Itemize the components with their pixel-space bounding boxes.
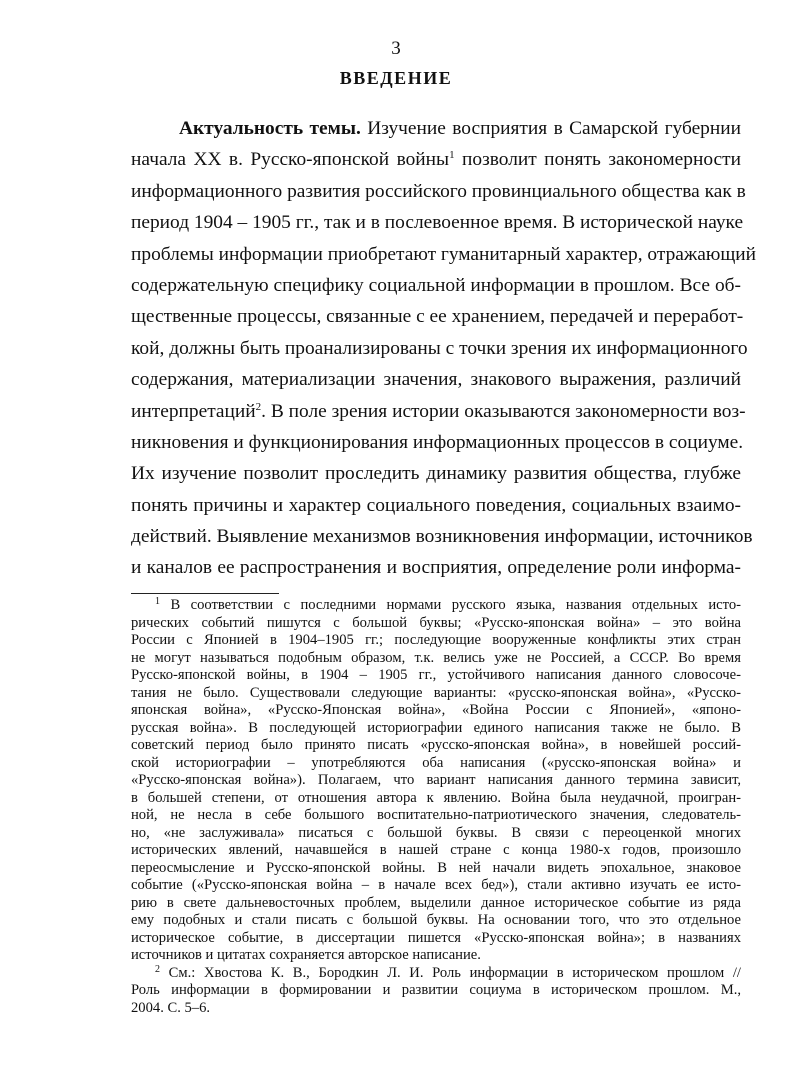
footnote-ref-1[interactable]: 1 bbox=[449, 149, 455, 162]
footnote-line: переосмысление и Русско-японской войны. В ней начали видеть эпохальное, знаковое bbox=[131, 859, 741, 876]
text-line: кой, должны быть проанализированы с точки зрения их информационного bbox=[131, 337, 748, 359]
text-line bbox=[131, 113, 741, 144]
footnote-line: в большей степени, от отношения автора к явлению. Война была неудачной, проигран- bbox=[131, 789, 741, 806]
footnote-line: России с Японией в 1904–1905 гг.; последующие вооруженные конфликты этих стран bbox=[131, 632, 741, 648]
footnote-line: тания не было. Существовали следующие варианты: «русско-японская война», «Русско- bbox=[131, 684, 741, 701]
footnote-line: Роль информации в формировании и развитии социума в историческом прошлом. М., bbox=[131, 982, 741, 998]
footnote-line: ной, не несла в себе большого воспитательно-патриотического значения, следователь- bbox=[131, 807, 741, 823]
text-line: действий. Выявление механизмов возникновения информации, источников bbox=[131, 526, 753, 548]
footnote-line: Русско-японской войны, в 1904 – 1905 гг., устойчивого написания данного словосоче- bbox=[131, 667, 741, 683]
footnote-mark-1: 1 bbox=[155, 596, 160, 607]
footnote-line bbox=[131, 597, 741, 615]
footnote-line: 2004. С. 5–6. bbox=[131, 999, 211, 1016]
chapter-title: ВВЕДЕНИЕ bbox=[339, 68, 453, 88]
text-line: проблемы информации приобретают гуманитарный характер, отражающий bbox=[131, 243, 757, 265]
footnote-divider bbox=[131, 593, 279, 594]
footnote-line: рию в свете дальневосточных проблем, выделили данное историческое событие из ряда bbox=[131, 894, 741, 911]
footnote-mark-2: 2 bbox=[155, 963, 160, 975]
text-line: никновения и функционирования информационных процессов в социуме. bbox=[131, 431, 744, 453]
text-line: содержательную специфику социальной информации в прошлом. Все об- bbox=[131, 274, 741, 296]
footnote-line: исторических явлений, начавшейся в нашей стране с конца 1980-х годов, произошло bbox=[131, 842, 741, 858]
section-lead: Актуальность темы. bbox=[179, 118, 361, 139]
footnote-line: русская война». В последующей историографии единого написания также не было. В bbox=[131, 719, 741, 736]
text-span: позволит понять закономерности bbox=[454, 149, 742, 171]
footnote-line bbox=[131, 965, 741, 983]
text-line: период 1904 – 1905 гг., так и в послевоенное время. В исторической науке bbox=[131, 212, 744, 234]
footnote-line: событие («Русско-японская война – в начале всех бед»), стали активно изучать ее исто- bbox=[131, 877, 741, 893]
footnote-text: В соответствии с последними нормами русского языка, названия отдельных исто- bbox=[160, 597, 741, 613]
text-span: . В поле зрения истории оказываются закономерности воз- bbox=[261, 400, 746, 422]
text-line: и каналов ее распространения и восприятия, определение роли информа- bbox=[131, 557, 741, 579]
footnote-line: не могут называться подобным образом, т.к. велись уже не Россией, а СССР. Во время bbox=[131, 649, 741, 666]
text-line: Их изучение позволит проследить динамику развития общества, глубже bbox=[131, 463, 741, 485]
text-line: понять причины и характер социального поведения, социальных взаимо- bbox=[131, 494, 741, 516]
text-span: интерпретаций bbox=[131, 400, 256, 422]
footnote-line: ской историографии – употребляются оба написания («русско-японская война» и bbox=[131, 754, 741, 771]
main-text bbox=[131, 113, 757, 584]
footnote-line: ему подобных и стали писать с большой буквы. На основании того, что это отдельное bbox=[131, 912, 741, 928]
page-number: 3 bbox=[391, 38, 401, 59]
footnote-line: японская война», «Русско-Японская война», «Война России с Японией», «японо- bbox=[131, 702, 741, 718]
text-span: Изучение восприятия в Самарской губернии bbox=[360, 118, 742, 139]
footnote-line: советский период было принято писать «русско-японская война», в новейшей россий- bbox=[131, 737, 741, 753]
text-span: начала XX в. Русско-японской войны bbox=[131, 149, 450, 171]
text-line bbox=[131, 396, 746, 427]
text-line: щественные процессы, связанные с ее хранением, передачей и переработ- bbox=[131, 306, 744, 328]
footnote-line: источников и цитатах сохраняется авторское написание. bbox=[131, 947, 481, 963]
footnote-line: рических событий пишутся с большой буквы; «Русско-японская война» – это война bbox=[131, 614, 741, 631]
text-line: информационного развития российского провинциального общества как в bbox=[131, 180, 746, 202]
footnote-text: См.: Хвостова К. В., Бородкин Л. И. Роль информации в историческом прошлом // bbox=[160, 964, 741, 981]
text-line bbox=[131, 144, 741, 175]
text-line: содержания, материализации значения, знакового выражения, различий bbox=[131, 369, 741, 391]
footnotes bbox=[131, 597, 741, 1017]
footnote-line: историческое событие, в диссертации пишется «Русско-японская война»; в названиях bbox=[131, 929, 741, 946]
footnote-line: но, «не заслуживала» писаться с большой буквы. В связи с переоценкой многих bbox=[131, 824, 741, 841]
footnote-line: «Русско-японская война»). Полагаем, что вариант написания данного термина зависит, bbox=[131, 772, 741, 788]
footnote-ref-2[interactable]: 2 bbox=[255, 400, 262, 413]
